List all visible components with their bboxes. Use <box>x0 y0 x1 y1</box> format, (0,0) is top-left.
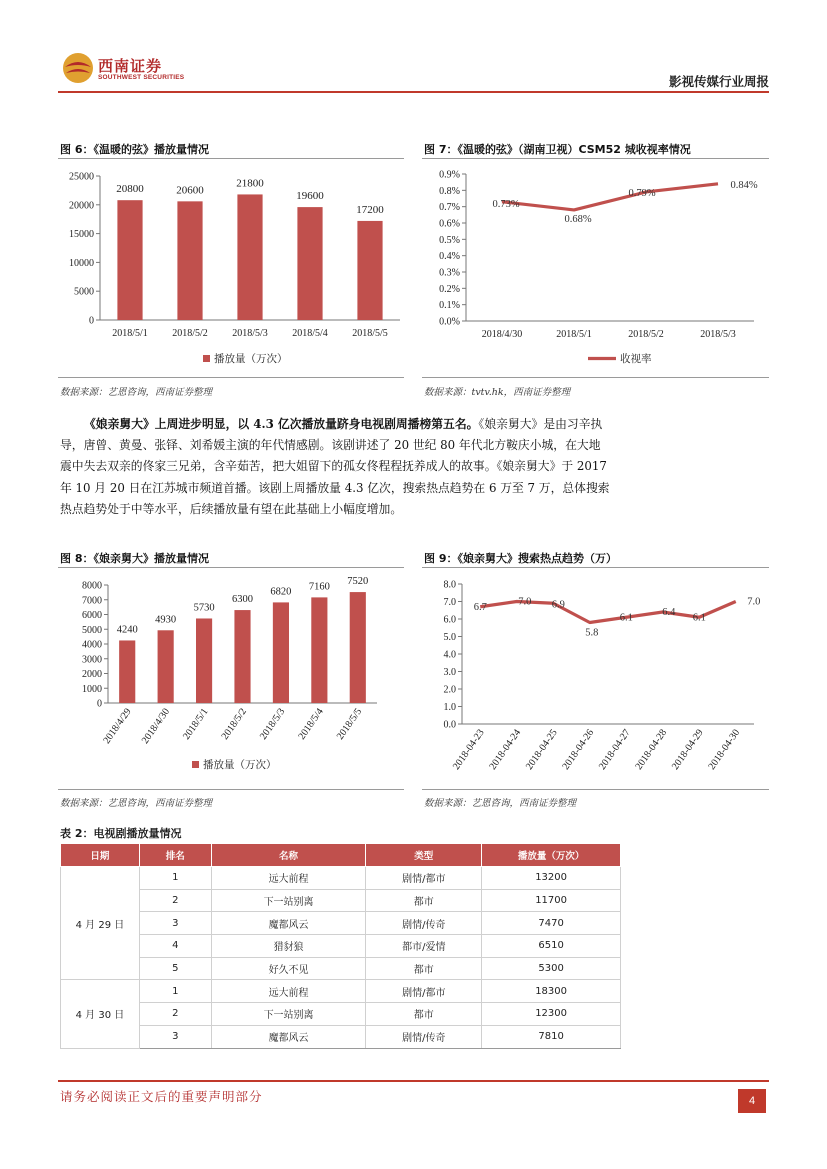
y-tick-label: 0.6% <box>439 218 460 230</box>
table-cell-views: 7810 <box>482 1025 621 1048</box>
y-tick-label: 0.2% <box>439 283 460 295</box>
table-cell-views: 6510 <box>482 935 621 958</box>
bar <box>357 221 382 320</box>
y-tick-label: 6.0 <box>443 614 456 626</box>
bar <box>237 194 262 320</box>
y-tick-label: 3000 <box>82 654 102 666</box>
fig7-title: 图 7：《温暖的弦》（湖南卫视）CSM52 城收视率情况 <box>424 143 691 156</box>
legend-label: 播放量（万次） <box>203 760 277 771</box>
brand-name: 西南证券 <box>98 57 163 75</box>
table-cell-genre: 都市 <box>366 957 482 980</box>
table-cell-rank: 1 <box>139 867 211 890</box>
data-label: 6.1 <box>692 612 706 624</box>
fig6-bar-chart <box>58 160 404 375</box>
legend-label: 播放量（万次） <box>214 354 288 365</box>
data-label: 4930 <box>155 614 177 626</box>
x-tick-label: 2018/5/2 <box>219 706 249 742</box>
data-label: 6820 <box>270 586 292 598</box>
y-tick-label: 7000 <box>82 595 102 607</box>
y-tick-label: 15000 <box>69 229 94 241</box>
x-tick-label: 2018/4/29 <box>101 706 134 746</box>
table-cell-genre: 剧情/传奇 <box>366 1025 482 1048</box>
fig7-bottom-rule <box>422 377 769 378</box>
x-tick-label: 2018-04-25 <box>523 727 560 772</box>
report-title: 影视传媒行业周报 <box>668 74 769 89</box>
table-cell-rank: 1 <box>139 980 211 1003</box>
bar <box>273 602 289 703</box>
header-views: 播放量（万次） <box>482 844 621 867</box>
y-tick-label: 0 <box>89 315 94 327</box>
data-label: 6.9 <box>551 599 565 611</box>
table-cell-genre: 剧情/传奇 <box>366 912 482 935</box>
table-cell-views: 12300 <box>482 1003 621 1026</box>
header-rank: 排名 <box>139 844 211 867</box>
table-cell-rank: 3 <box>139 1025 211 1048</box>
table-cell-views: 5300 <box>482 957 621 980</box>
y-tick-label: 7.0 <box>443 597 456 608</box>
y-tick-label: 0.5% <box>439 234 460 246</box>
y-tick-label: 0.9% <box>439 169 460 181</box>
y-tick-label: 25000 <box>69 171 94 183</box>
table-cell-genre: 剧情/都市 <box>366 980 482 1003</box>
table-cell-title: 下一站别离 <box>211 889 366 912</box>
body-paragraph <box>60 414 610 520</box>
bar <box>196 618 212 703</box>
y-tick-label: 10000 <box>69 257 94 269</box>
data-label: 20800 <box>116 183 144 196</box>
x-tick-label: 2018/5/1 <box>181 706 211 742</box>
y-tick-label: 8.0 <box>443 579 456 591</box>
table-header-row <box>61 844 621 867</box>
fig8-top-rule <box>58 567 404 568</box>
data-label: 6.1 <box>619 612 633 624</box>
x-tick-label: 2018/5/5 <box>334 706 365 742</box>
y-tick-label: 0.8% <box>439 185 460 197</box>
table-row <box>61 889 621 912</box>
y-tick-label: 5.0 <box>443 632 456 643</box>
logo-icon <box>62 52 94 84</box>
x-tick-label: 2018/5/1 <box>556 329 592 340</box>
table-cell-date: 4 月 29 日 <box>61 867 140 980</box>
fig6-top-rule <box>58 158 404 159</box>
header-rule <box>58 91 769 93</box>
data-label: 4240 <box>116 624 138 636</box>
table-cell-views: 18300 <box>482 980 621 1003</box>
x-tick-label: 2018/5/5 <box>352 328 388 339</box>
table-cell-title: 远大前程 <box>211 867 366 890</box>
fig7-source: 数据来源：tvtv.hk，西南证券整理 <box>424 387 571 398</box>
y-tick-label: 0.3% <box>439 267 460 279</box>
x-tick-label: 2018-04-28 <box>633 727 670 772</box>
bar <box>350 592 366 703</box>
x-tick-label: 2018-04-23 <box>450 727 487 772</box>
data-label: 0.84% <box>730 179 758 191</box>
x-tick-label: 2018-04-27 <box>596 727 633 772</box>
table-cell-date: 4 月 30 日 <box>61 980 140 1048</box>
table-cell-views: 11700 <box>482 889 621 912</box>
x-tick-label: 2018/4/30 <box>481 329 523 340</box>
data-label: 0.73% <box>492 198 520 210</box>
x-tick-label: 2018-04-26 <box>560 727 597 772</box>
fig8-source: 数据来源：艺恩咨询，西南证券整理 <box>60 798 213 809</box>
bar <box>158 630 174 703</box>
y-tick-label: 0.4% <box>439 251 460 263</box>
legend-label: 收视率 <box>620 354 652 365</box>
data-label: 0.79% <box>628 187 656 199</box>
bar <box>234 610 250 703</box>
table-row <box>61 980 621 1003</box>
x-tick-label: 2018/5/3 <box>257 706 288 742</box>
data-label: 7520 <box>347 576 369 588</box>
table-cell-views: 7470 <box>482 912 621 935</box>
bar <box>119 640 135 703</box>
brand-name-en: SOUTHWEST SECURITIES <box>98 74 185 81</box>
fig9-bottom-rule <box>422 789 769 790</box>
y-tick-label: 0.1% <box>439 300 460 312</box>
table-cell-genre: 剧情/都市 <box>366 867 482 890</box>
data-label: 0.68% <box>564 213 592 225</box>
fig8-bottom-rule <box>58 789 404 790</box>
data-label: 7.0 <box>518 596 532 608</box>
table2-title: 表 2：电视剧播放量情况 <box>60 827 182 840</box>
x-tick-label: 2018/5/4 <box>296 706 326 742</box>
table-row <box>61 1003 621 1026</box>
x-tick-label: 2018-04-24 <box>487 727 524 772</box>
table-row <box>61 935 621 958</box>
y-tick-label: 5000 <box>82 624 102 636</box>
fig7-top-rule <box>422 158 769 159</box>
x-tick-label: 2018-04-30 <box>706 727 743 772</box>
header-date: 日期 <box>61 844 140 867</box>
fig9-title: 图 9：《娘亲舅大》搜索热点趋势（万） <box>424 552 617 565</box>
legend-swatch <box>192 761 199 768</box>
data-label: 17200 <box>356 203 384 216</box>
fig8-title: 图 8：《娘亲舅大》播放量情况 <box>60 552 209 565</box>
data-label: 5730 <box>193 602 215 614</box>
y-tick-label: 20000 <box>69 200 94 212</box>
paragraph-lead: 《娘亲舅大》上周进步明显，以 4.3 亿次播放量跻身电视剧周播榜第五名。 <box>84 417 479 431</box>
legend-swatch <box>203 355 210 362</box>
footer-rule <box>58 1080 769 1082</box>
table-row <box>61 912 621 935</box>
data-label: 21800 <box>236 177 264 190</box>
fig6-bottom-rule <box>58 377 404 378</box>
fig7-line-chart <box>422 160 769 375</box>
header-genre: 类型 <box>366 844 482 867</box>
y-tick-label: 1.0 <box>443 702 456 713</box>
table-cell-title: 好久不见 <box>211 957 366 980</box>
page-number: 4 <box>738 1089 766 1113</box>
data-label: 7.0 <box>747 596 761 608</box>
series-line <box>502 184 718 210</box>
table-cell-title: 下一站别离 <box>211 1003 366 1026</box>
data-label: 19600 <box>296 190 324 203</box>
table-cell-title: 猎豺狼 <box>211 935 366 958</box>
table-cell-rank: 4 <box>139 935 211 958</box>
y-tick-label: 2.0 <box>443 684 456 696</box>
data-label: 6.4 <box>662 607 676 618</box>
x-tick-label: 2018/5/3 <box>232 328 268 339</box>
x-tick-label: 2018/5/2 <box>628 329 664 340</box>
fig6-source: 数据来源：艺恩咨询，西南证券整理 <box>60 387 213 398</box>
fig6-title: 图 6：《温暖的弦》播放量情况 <box>60 143 209 156</box>
table-row <box>61 867 621 890</box>
table-cell-title: 魔都风云 <box>211 912 366 935</box>
table-cell-genre: 都市 <box>366 1003 482 1026</box>
table-cell-rank: 2 <box>139 1003 211 1026</box>
data-label: 6.7 <box>473 601 487 613</box>
footer-disclaimer: 请务必阅读正文后的重要声明部分 <box>60 1089 263 1104</box>
x-tick-label: 2018/5/1 <box>112 328 148 339</box>
fig9-top-rule <box>422 567 769 568</box>
data-label: 6300 <box>232 594 253 606</box>
data-label: 20600 <box>176 184 204 197</box>
paragraph-body: 《娘亲舅大》是由习辛执导，唐曾、黄曼、张铎、刘希媛主演的年代情感剧。该剧讲述了 20 世纪 80 年代北方鞍庆小城，在大地震中失去双亲的佟家三兄弟，含辛茹苦，把大姐留下的孤女佟程程抚养成人的故事。《娘亲舅大》于 2017 年 10 月 20 日在江苏城市频道首播。该剧上周播放量 4.3 亿次，搜索热点趋势在 6 万至 7 万，总体搜索热点趋势处于中等水平，后续播放量有望在此基础上小幅度增加。 <box>60 417 610 516</box>
table-cell-rank: 5 <box>139 957 211 980</box>
table-cell-rank: 2 <box>139 889 211 912</box>
table-cell-title: 远大前程 <box>211 980 366 1003</box>
data-label: 7160 <box>308 581 330 593</box>
table-cell-rank: 3 <box>139 912 211 935</box>
y-tick-label: 1000 <box>82 683 102 695</box>
y-tick-label: 4.0 <box>443 649 456 661</box>
data-label: 5.8 <box>585 627 599 639</box>
x-tick-label: 2018/5/4 <box>292 328 328 339</box>
table-cell-views: 13200 <box>482 867 621 890</box>
x-tick-label: 2018/5/3 <box>700 329 736 340</box>
bar <box>177 201 202 320</box>
bar <box>297 207 322 320</box>
bar <box>117 200 142 320</box>
x-tick-label: 2018-04-29 <box>669 727 706 772</box>
x-tick-label: 2018/5/2 <box>172 328 208 339</box>
table-row <box>61 1025 621 1048</box>
y-tick-label: 3.0 <box>443 667 456 678</box>
y-tick-label: 4000 <box>82 639 102 651</box>
y-tick-label: 0.0 <box>443 719 456 731</box>
y-tick-label: 2000 <box>82 669 102 680</box>
table-cell-genre: 都市/爱情 <box>366 935 482 958</box>
x-tick-label: 2018/4/30 <box>139 706 173 746</box>
y-tick-label: 8000 <box>82 580 102 592</box>
y-tick-label: 5000 <box>74 286 94 298</box>
header-title: 名称 <box>211 844 366 867</box>
y-tick-label: 0 <box>97 698 102 710</box>
y-tick-label: 0.7% <box>439 202 460 214</box>
table-cell-genre: 都市 <box>366 889 482 912</box>
y-tick-label: 6000 <box>82 610 102 621</box>
bar <box>311 597 327 703</box>
table-cell-title: 魔都风云 <box>211 1025 366 1048</box>
table2 <box>60 843 621 1049</box>
table-row <box>61 957 621 980</box>
fig9-source: 数据来源：艺恩咨询，西南证券整理 <box>424 798 577 809</box>
y-tick-label: 0.0% <box>439 316 460 328</box>
fig8-bar-chart <box>58 569 404 787</box>
fig9-line-chart <box>422 569 769 787</box>
